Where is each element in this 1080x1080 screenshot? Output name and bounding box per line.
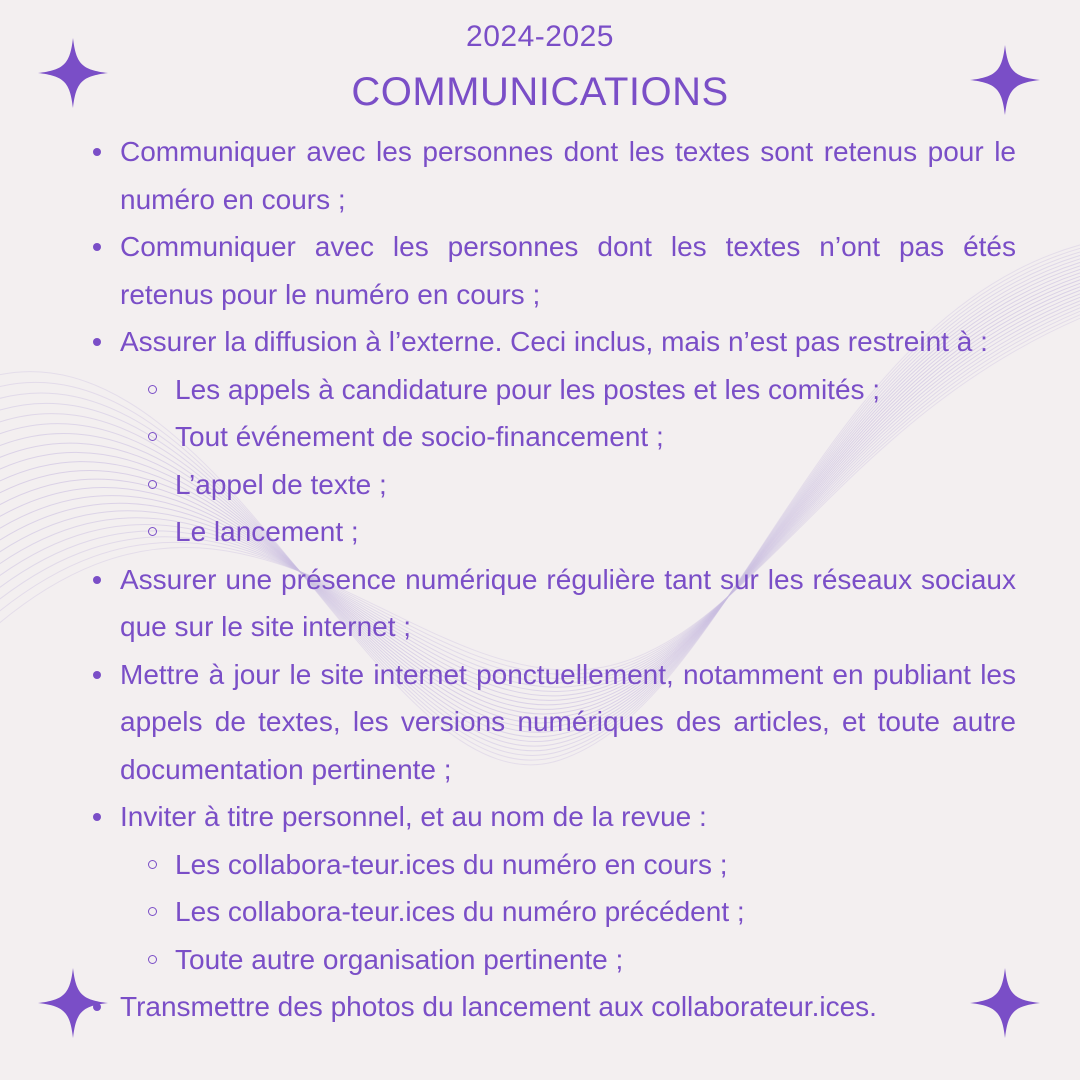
- sub-task-item: Tout événement de socio-financement ;: [175, 413, 1016, 461]
- task-item: [120, 651, 1016, 794]
- task-item: [120, 223, 1016, 318]
- year-heading: 2024-2025: [466, 20, 614, 53]
- task-text: Inviter à titre personnel, et au nom de la revue :: [120, 801, 707, 832]
- task-text: Assurer une présence numérique régulière tant sur les réseaux sociaux que sur le site internet ;: [120, 563, 1016, 642]
- task-text: Communiquer avec les personnes dont les textes sont retenus pour le numéro en cours ;: [120, 136, 1016, 215]
- task-text: Mettre à jour le site internet ponctuellement, notamment en publiant les appels de textes, les versions numériques des articles, et toute autre documentation pertinente ;: [120, 658, 1016, 785]
- sub-task-item: L’appel de texte ;: [175, 461, 1016, 509]
- sub-task-item: Les collabora-teur.ices du numéro en cours ;: [175, 841, 1016, 889]
- task-text: Communiquer avec les personnes dont les textes n’ont pas étés retenus pour le numéro en cours ;: [120, 231, 1016, 310]
- sub-task-item: Toute autre organisation pertinente ;: [175, 936, 1016, 984]
- task-item: [120, 318, 1016, 556]
- task-text: Assurer la diffusion à l’externe. Ceci inclus, mais n’est pas restreint à :: [120, 326, 988, 357]
- task-item: [120, 128, 1016, 223]
- sub-task-item: Les collabora-teur.ices du numéro précédent ;: [175, 888, 1016, 936]
- sub-task-list: [120, 366, 1016, 556]
- sub-task-item: Le lancement ;: [175, 508, 1016, 556]
- task-item: [120, 983, 1016, 1031]
- sub-task-item: Les appels à candidature pour les postes et les comités ;: [175, 366, 1016, 414]
- task-item: [120, 793, 1016, 983]
- page-title: COMMUNICATIONS: [351, 70, 729, 114]
- task-item: [120, 556, 1016, 651]
- sub-task-list: [120, 841, 1016, 984]
- task-list: [120, 128, 1016, 1031]
- task-text: Transmettre des photos du lancement aux collaborateur.ices.: [120, 991, 877, 1022]
